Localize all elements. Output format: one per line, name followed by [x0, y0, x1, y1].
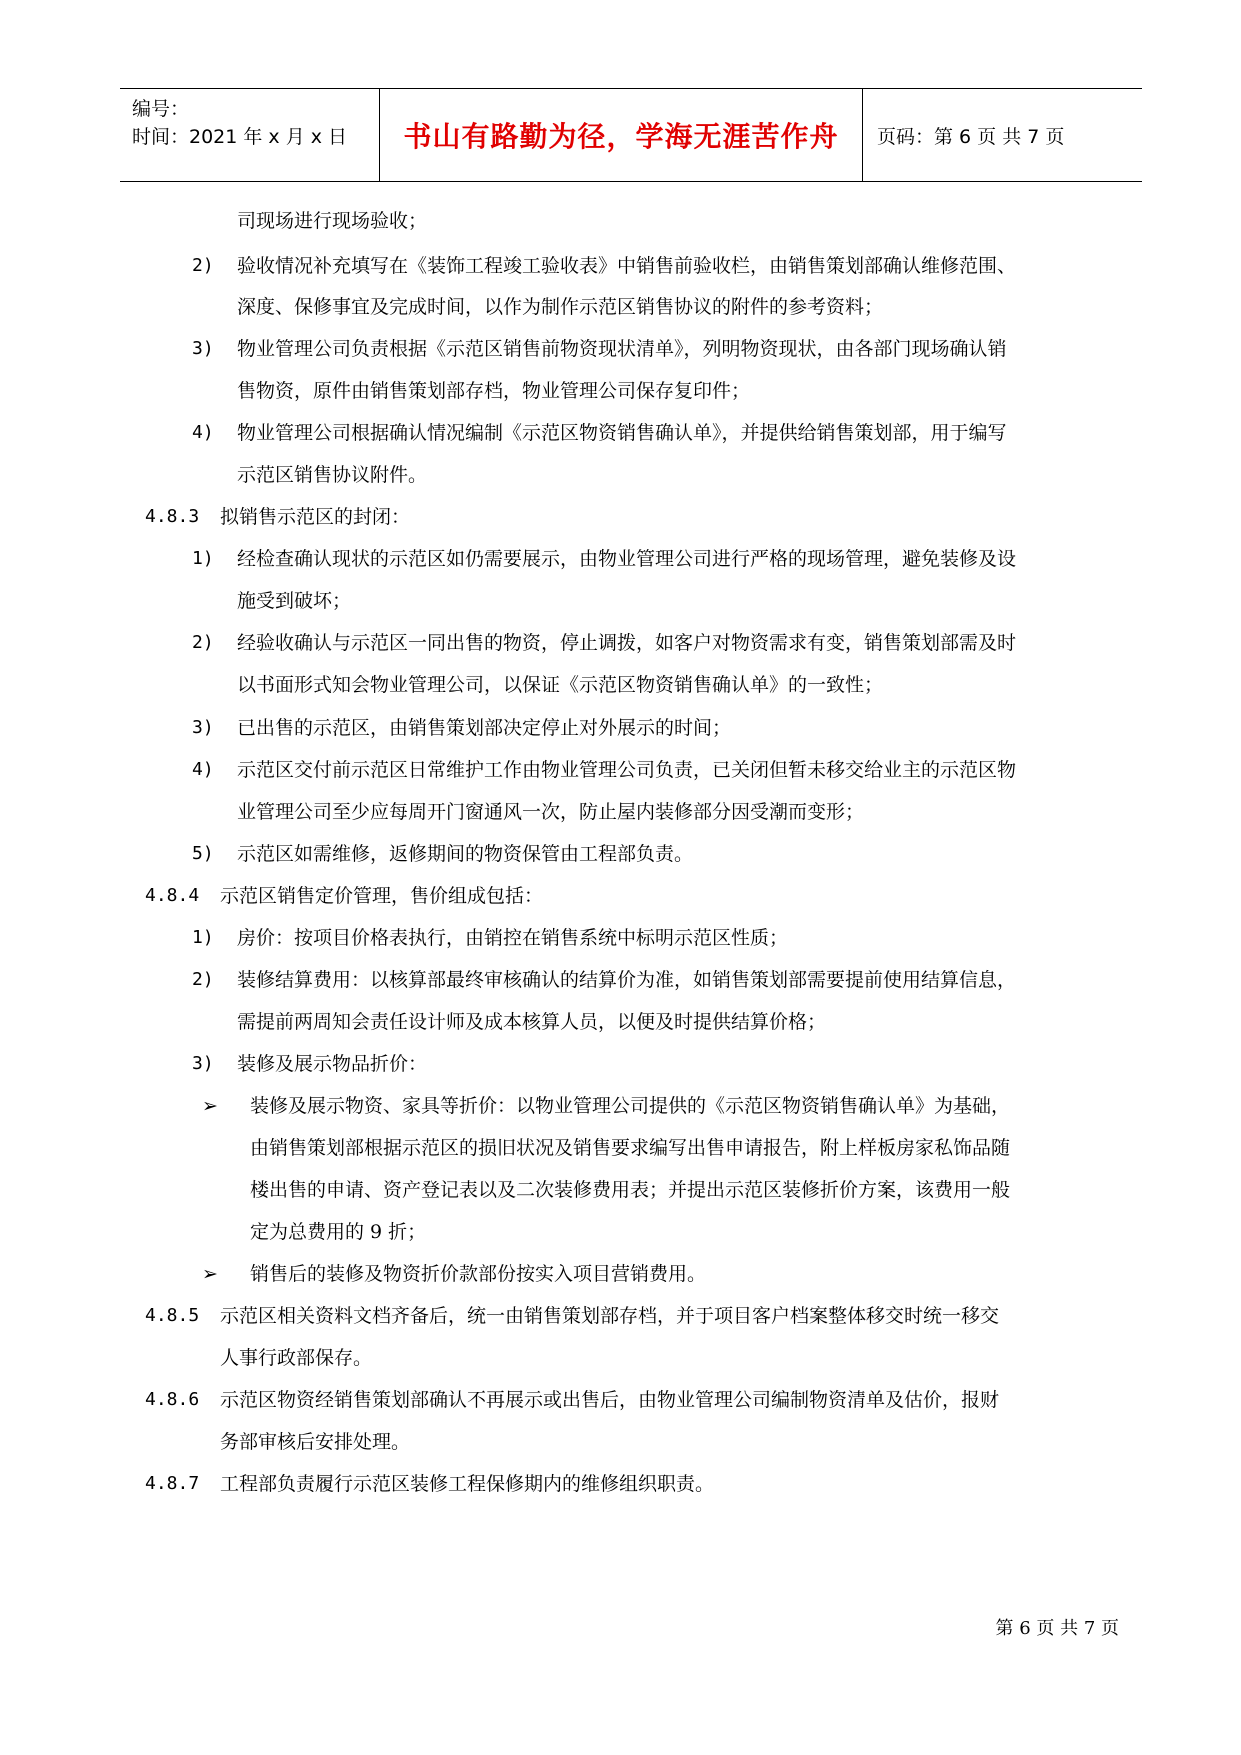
paragraph-line: 装修及展示物品折价： [237, 1053, 428, 1075]
header-page-number: 页码：第 6 页 共 7 页 [877, 125, 1065, 148]
bullet-arrow-icon: ➢ [202, 1263, 218, 1285]
paragraph-line: 售物资，原件由销售策划部存档，物业管理公司保存复印件； [237, 380, 751, 402]
section-number: 4.8.5 [145, 1305, 200, 1326]
paragraph-line: 以书面形式知会物业管理公司，以保证《示范区物资销售确认单》的一致性； [237, 674, 884, 696]
paragraph-line: 物业管理公司负责根据《示范区销售前物资现状清单》，列明物资现状，由各部门现场确认销 [237, 338, 1007, 360]
list-number: 3) [192, 717, 214, 738]
paragraph-line: 装修结算费用：以核算部最终审核确认的结算价为准，如销售策划部需要提前使用结算信息， [237, 969, 1017, 991]
section-number: 4.8.7 [145, 1473, 200, 1494]
section-number: 4.8.3 [145, 506, 200, 527]
page-header [120, 88, 1142, 182]
paragraph-line: 物业管理公司根据确认情况编制《示范区物资销售确认单》，并提供给销售策划部，用于编写 [237, 422, 1007, 444]
header-meta [120, 89, 380, 181]
list-number: 1) [192, 927, 214, 948]
list-number: 3) [192, 1053, 214, 1074]
paragraph-line: 业管理公司至少应每周开门窗通风一次，防止屋内装修部分因受潮而变形； [237, 801, 865, 823]
header-time: 时间：2021 年 x 月 x 日 [132, 126, 348, 148]
list-number: 1) [192, 548, 214, 569]
paragraph-line: 司现场进行现场验收； [237, 210, 428, 232]
bullet-arrow-icon: ➢ [202, 1095, 218, 1117]
paragraph-line: 施受到破坏； [237, 590, 352, 612]
list-number: 2) [192, 632, 214, 653]
header-motto: 书山有路勤为径，学海无涯苦作舟 [380, 89, 863, 181]
header-number: 编号： [132, 98, 190, 120]
paragraph-line: 楼出售的申请、资产登记表以及二次装修费用表；并提出示范区装修折价方案，该费用一般 [250, 1179, 1011, 1201]
paragraph-line: 由销售策划部根据示范区的损旧状况及销售要求编写出售申请报告，附上样板房家私饰品随 [250, 1137, 1011, 1159]
paragraph-line: 验收情况补充填写在《装饰工程竣工验收表》中销售前验收栏，由销售策划部确认维修范围、 [237, 255, 1017, 277]
list-number: 4) [192, 759, 214, 780]
section-heading: 示范区销售定价管理，售价组成包括： [220, 885, 544, 907]
paragraph-line: 示范区物资经销售策划部确认不再展示或出售后，由物业管理公司编制物资清单及估价，报财 [220, 1389, 1000, 1411]
paragraph-line: 需提前两周知会责任设计师及成本核算人员，以便及时提供结算价格； [237, 1011, 827, 1033]
list-number: 3) [192, 338, 214, 359]
paragraph-line: 装修及展示物资、家具等折价：以物业管理公司提供的《示范区物资销售确认单》为基础， [250, 1095, 1011, 1117]
section-heading: 拟销售示范区的封闭： [220, 506, 411, 528]
paragraph-line: 经验收确认与示范区一同出售的物资，停止调拨，如客户对物资需求有变，销售策划部需及时 [237, 632, 1017, 654]
paragraph-line: 示范区相关资料文档齐备后，统一由销售策划部存档，并于项目客户档案整体移交时统一移交 [220, 1305, 1000, 1327]
list-number: 2) [192, 969, 214, 990]
paragraph-line: 示范区如需维修，返修期间的物资保管由工程部负责。 [237, 843, 694, 865]
section-number: 4.8.4 [145, 885, 200, 906]
paragraph-line: 示范区销售协议附件。 [237, 464, 428, 486]
paragraph-line: 销售后的装修及物资折价款部份按实入项目营销费用。 [250, 1263, 707, 1285]
page-footer: 第 6 页 共 7 页 [995, 1618, 1119, 1639]
paragraph-line: 人事行政部保存。 [220, 1347, 373, 1369]
section-number: 4.8.6 [145, 1389, 200, 1410]
paragraph-line: 深度、保修事宜及完成时间，以作为制作示范区销售协议的附件的参考资料； [237, 296, 884, 318]
list-number: 4) [192, 422, 214, 443]
paragraph-line: 示范区交付前示范区日常维护工作由物业管理公司负责，已关闭但暂未移交给业主的示范区物 [237, 759, 1017, 781]
paragraph-line: 定为总费用的 9 折； [250, 1221, 427, 1243]
list-number: 5) [192, 843, 214, 864]
paragraph-line: 已出售的示范区，由销售策划部决定停止对外展示的时间； [237, 717, 732, 739]
paragraph-line: 房价：按项目价格表执行，由销控在销售系统中标明示范区性质； [237, 927, 789, 949]
paragraph-line: 务部审核后安排处理。 [220, 1431, 411, 1453]
paragraph-line: 经检查确认现状的示范区如仍需要展示，由物业管理公司进行严格的现场管理，避免装修及设 [237, 548, 1017, 570]
paragraph-line: 工程部负责履行示范区装修工程保修期内的维修组织职责。 [220, 1473, 715, 1495]
list-number: 2) [192, 255, 214, 276]
